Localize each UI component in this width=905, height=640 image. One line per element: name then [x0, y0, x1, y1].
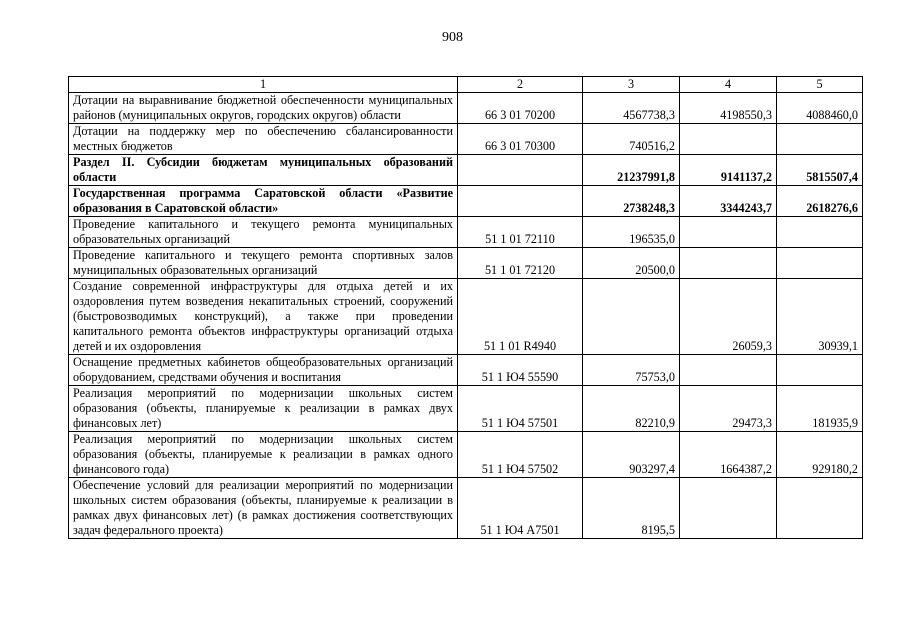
- row-value-5-cell: [777, 248, 863, 279]
- row-value-5-cell: [777, 217, 863, 248]
- row-value-4-cell: [680, 478, 777, 539]
- table-row: [69, 217, 863, 248]
- row-code-cell: 51 1 01 72110: [458, 217, 583, 248]
- row-code-cell: 66 3 01 70200: [458, 93, 583, 124]
- row-value-4-cell: 29473,3: [680, 386, 777, 432]
- row-value-4-cell: 1664387,2: [680, 432, 777, 478]
- row-name-cell: Создание современной инфраструктуры для отдыха детей и их оздоровления путем возведения некапитальных строений, сооружений (быстровозводимых конструкций), а также при проведении капитального ремонта объектов инфраструктуры организаций отдыха детей и их оздоровления: [69, 279, 458, 355]
- row-value-3-cell: [583, 279, 680, 355]
- column-header-3: 3: [583, 77, 680, 93]
- row-code-cell: 51 1 Ю4 А7501: [458, 478, 583, 539]
- row-code-cell: [458, 155, 583, 186]
- row-value-3-cell: 2738248,3: [583, 186, 680, 217]
- row-value-5-cell: [777, 355, 863, 386]
- row-name-cell: Государственная программа Саратовской области «Развитие образования в Саратовской области»: [69, 186, 458, 217]
- row-name-cell: Проведение капитального и текущего ремонта муниципальных образовательных организаций: [69, 217, 458, 248]
- table-row: [69, 124, 863, 155]
- row-value-4-cell: [680, 217, 777, 248]
- row-code-cell: 51 1 Ю4 55590: [458, 355, 583, 386]
- row-value-5-cell: 2618276,6: [777, 186, 863, 217]
- row-code-cell: 51 1 Ю4 57502: [458, 432, 583, 478]
- row-value-5-cell: [777, 124, 863, 155]
- table-row: [69, 155, 863, 186]
- column-header-4: 4: [680, 77, 777, 93]
- budget-table: [68, 76, 863, 539]
- page-number: 908: [442, 30, 463, 45]
- row-value-4-cell: [680, 248, 777, 279]
- table-row: [69, 279, 863, 355]
- row-value-3-cell: 196535,0: [583, 217, 680, 248]
- table-row: [69, 432, 863, 478]
- row-value-4-cell: 9141137,2: [680, 155, 777, 186]
- row-value-5-cell: [777, 478, 863, 539]
- row-value-4-cell: 3344243,7: [680, 186, 777, 217]
- table-row: [69, 186, 863, 217]
- row-value-5-cell: 181935,9: [777, 386, 863, 432]
- row-value-3-cell: 20500,0: [583, 248, 680, 279]
- table-header-row: [69, 77, 863, 93]
- row-code-cell: 66 3 01 70300: [458, 124, 583, 155]
- row-value-5-cell: 5815507,4: [777, 155, 863, 186]
- row-value-3-cell: 75753,0: [583, 355, 680, 386]
- row-value-5-cell: 30939,1: [777, 279, 863, 355]
- table-row: [69, 355, 863, 386]
- row-value-4-cell: [680, 124, 777, 155]
- table-row: [69, 386, 863, 432]
- column-header-1: 1: [69, 77, 458, 93]
- row-name-cell: Реализация мероприятий по модернизации школьных систем образования (объекты, планируемые к реализации в рамках двух финансовых лет): [69, 386, 458, 432]
- row-value-3-cell: 740516,2: [583, 124, 680, 155]
- table-row: [69, 93, 863, 124]
- column-header-2: 2: [458, 77, 583, 93]
- row-code-cell: 51 1 01 72120: [458, 248, 583, 279]
- row-value-4-cell: [680, 355, 777, 386]
- row-code-cell: 51 1 Ю4 57501: [458, 386, 583, 432]
- row-value-3-cell: 82210,9: [583, 386, 680, 432]
- row-name-cell: Раздел II. Субсидии бюджетам муниципальных образований области: [69, 155, 458, 186]
- column-header-5: 5: [777, 77, 863, 93]
- table-row: [69, 478, 863, 539]
- table-row: [69, 248, 863, 279]
- row-value-3-cell: 8195,5: [583, 478, 680, 539]
- row-value-3-cell: 4567738,3: [583, 93, 680, 124]
- row-code-cell: 51 1 01 R4940: [458, 279, 583, 355]
- row-name-cell: Реализация мероприятий по модернизации школьных систем образования (объекты, планируемые к реализации в рамках одного финансового года): [69, 432, 458, 478]
- row-code-cell: [458, 186, 583, 217]
- row-value-3-cell: 903297,4: [583, 432, 680, 478]
- row-value-5-cell: 4088460,0: [777, 93, 863, 124]
- row-name-cell: Обеспечение условий для реализации мероприятий по модернизации школьных систем образования (объекты, планируемые к реализации в рамках двух финансовых лет) (в рамках достижения соответствующих задач федерального проекта): [69, 478, 458, 539]
- row-value-4-cell: 26059,3: [680, 279, 777, 355]
- row-value-3-cell: 21237991,8: [583, 155, 680, 186]
- row-value-5-cell: 929180,2: [777, 432, 863, 478]
- row-name-cell: Оснащение предметных кабинетов общеобразовательных организаций оборудованием, средствами обучения и воспитания: [69, 355, 458, 386]
- row-name-cell: Проведение капитального и текущего ремонта спортивных залов муниципальных образовательных организаций: [69, 248, 458, 279]
- row-value-4-cell: 4198550,3: [680, 93, 777, 124]
- row-name-cell: Дотации на выравнивание бюджетной обеспеченности муниципальных районов (муниципальных округов, городских округов) области: [69, 93, 458, 124]
- row-name-cell: Дотации на поддержку мер по обеспечению сбалансированности местных бюджетов: [69, 124, 458, 155]
